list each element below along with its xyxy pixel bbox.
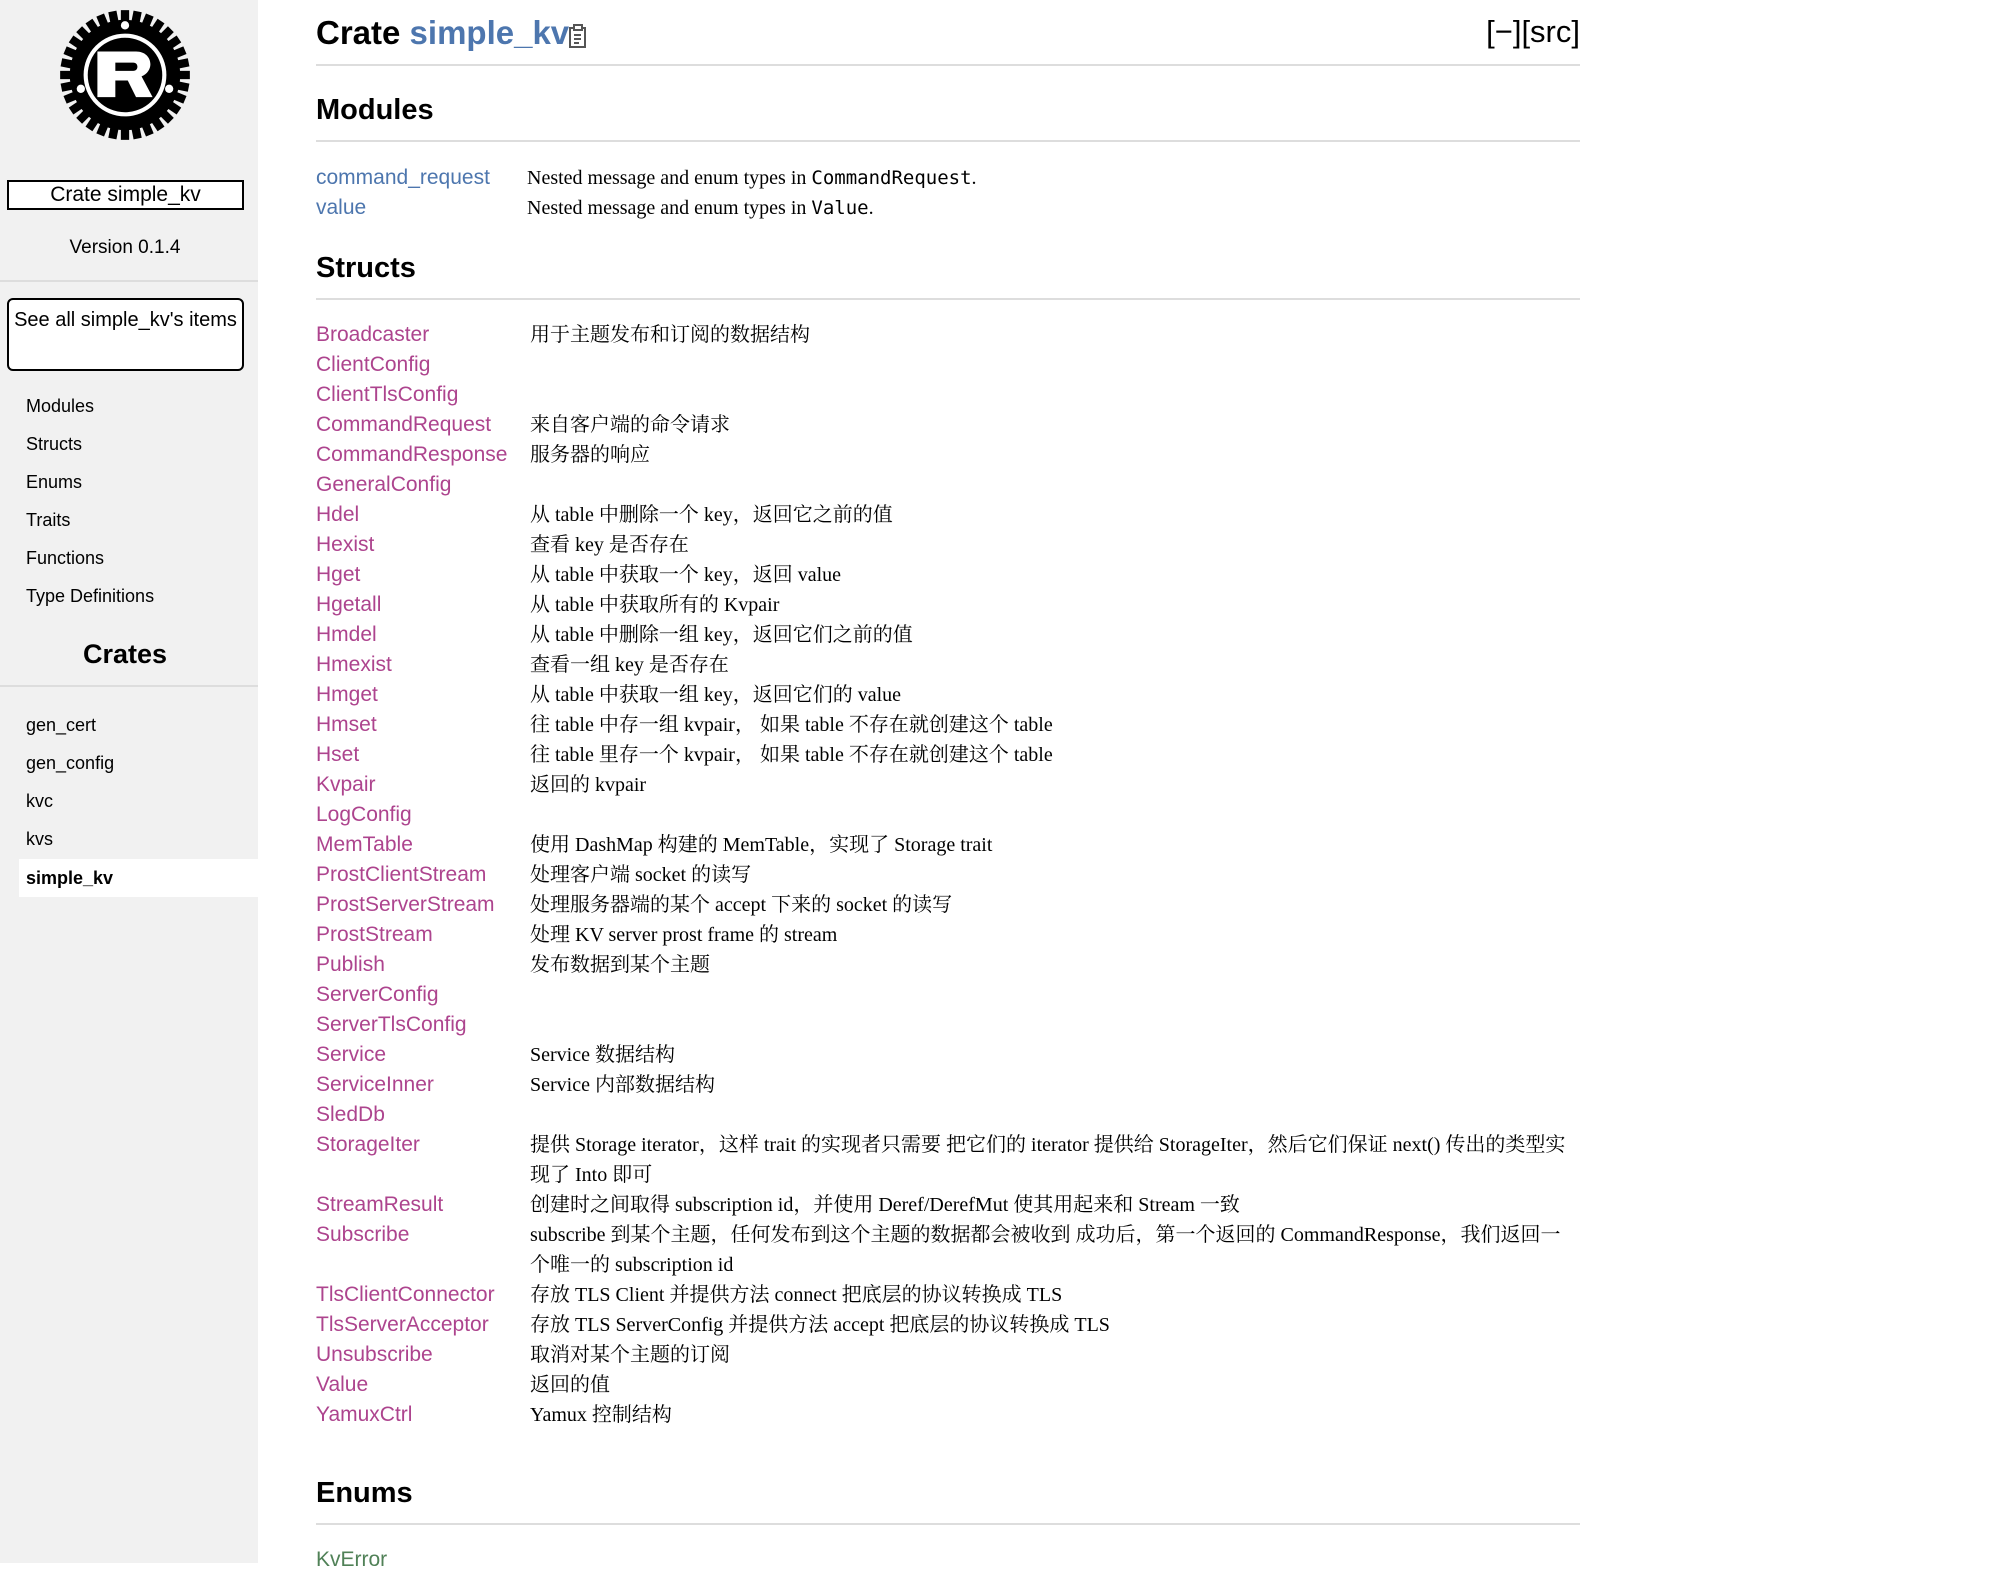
struct-row <box>316 530 1580 560</box>
struct-desc <box>530 1010 1580 1040</box>
struct-row <box>316 470 1580 500</box>
struct-row <box>316 380 1580 410</box>
struct-row <box>316 500 1580 530</box>
enum-link[interactable]: KvError <box>316 1548 388 1571</box>
struct-row <box>316 1070 1580 1100</box>
struct-desc: 从 table 中获取一组 key，返回它们的 value <box>530 684 902 706</box>
struct-desc: 服务器的响应 <box>530 444 650 466</box>
struct-row <box>316 830 1580 860</box>
module-row <box>316 193 1580 223</box>
struct-row <box>316 860 1580 890</box>
module-desc <box>527 193 874 223</box>
struct-desc <box>530 980 1580 1010</box>
struct-link[interactable]: Publish <box>316 953 385 976</box>
struct-row <box>316 620 1580 650</box>
struct-desc <box>530 1100 1580 1130</box>
crate-link-simple-kv[interactable]: simple_kv <box>26 868 114 888</box>
struct-desc: Service 内部数据结构 <box>530 1074 715 1096</box>
crate-version: Version 0.1.4 <box>69 237 181 258</box>
struct-link[interactable]: LogConfig <box>316 803 412 826</box>
crates-heading: Crates <box>82 639 168 669</box>
struct-desc: 使用 DashMap 构建的 MemTable，实现了 Storage trait <box>530 834 993 856</box>
sidebar-crate-label: Crate simple_kv <box>7 180 244 210</box>
struct-row <box>316 1100 1580 1130</box>
struct-row <box>316 1340 1580 1370</box>
crate-link-kvs[interactable]: kvs <box>26 829 53 849</box>
page-header <box>316 10 1580 66</box>
struct-link[interactable]: ServerTlsConfig <box>316 1013 467 1036</box>
struct-link[interactable]: ClientTlsConfig <box>316 383 459 406</box>
module-desc <box>527 163 977 193</box>
struct-desc: 处理 KV server prost frame 的 stream <box>530 924 838 946</box>
struct-desc: 存放 TLS Client 并提供方法 connect 把底层的协议转换成 TLS <box>530 1284 1063 1306</box>
desc-text: . <box>868 197 874 219</box>
struct-link[interactable]: Hgetall <box>316 593 382 616</box>
struct-link[interactable]: ServerConfig <box>316 983 439 1006</box>
code-ref: Value <box>811 197 869 219</box>
struct-row <box>316 1310 1580 1340</box>
crate-link-gen-cert[interactable]: gen_cert <box>26 715 97 735</box>
struct-row <box>316 740 1580 770</box>
rust-logo-icon[interactable] <box>56 6 194 144</box>
struct-desc: 返回的 kvpair <box>530 774 647 796</box>
title-prefix: Crate <box>316 14 401 51</box>
struct-row <box>316 1400 1580 1430</box>
struct-row <box>316 950 1580 980</box>
struct-desc: 发布数据到某个主题 <box>530 954 710 976</box>
struct-link[interactable]: Value <box>316 1373 369 1396</box>
struct-desc: 处理服务器端的某个 accept 下来的 socket 的读写 <box>530 894 953 916</box>
sidebar-item-type-definitions[interactable]: Type Definitions <box>26 586 155 606</box>
struct-link[interactable]: ProstStream <box>316 923 433 946</box>
struct-link[interactable]: Unsubscribe <box>316 1343 433 1366</box>
struct-link[interactable]: ClientConfig <box>316 353 431 376</box>
page-title <box>316 14 569 52</box>
struct-link[interactable]: TlsClientConnector <box>316 1283 495 1306</box>
struct-desc: 往 table 里存一个 kvpair， 如果 table 不存在就创建这个 table <box>530 744 1053 766</box>
struct-link[interactable]: Hmexist <box>316 653 392 676</box>
struct-desc: Service 数据结构 <box>530 1044 675 1066</box>
structs-heading: Structs <box>316 252 1580 300</box>
module-link[interactable]: command_request <box>316 166 490 189</box>
module-row <box>316 163 1580 193</box>
struct-desc: 从 table 中删除一个 key，返回它之前的值 <box>530 504 893 526</box>
sidebar-divider <box>0 685 258 687</box>
desc-text: . <box>971 167 977 189</box>
see-all-items-button[interactable]: See all simple_kv's items <box>7 298 244 371</box>
struct-desc: 用于主题发布和订阅的数据结构 <box>530 324 810 346</box>
struct-row <box>316 1370 1580 1400</box>
struct-desc: 查看 key 是否存在 <box>530 534 689 556</box>
struct-desc: 返回的值 <box>530 1374 610 1396</box>
struct-link[interactable]: TlsServerAcceptor <box>316 1313 489 1336</box>
struct-desc: 来自客户端的命令请求 <box>530 414 730 436</box>
struct-link[interactable]: Subscribe <box>316 1223 410 1246</box>
struct-row <box>316 440 1580 470</box>
sidebar-item-enums[interactable]: Enums <box>26 472 83 492</box>
structs-table <box>316 320 1580 1430</box>
crate-link-gen-config[interactable]: gen_config <box>26 753 115 773</box>
sidebar-item-structs[interactable]: Structs <box>26 434 83 454</box>
sidebar-item-traits[interactable]: Traits <box>26 510 71 530</box>
struct-link[interactable]: SledDb <box>316 1103 385 1126</box>
struct-link[interactable]: Hmset <box>316 713 377 736</box>
struct-link[interactable]: Hmdel <box>316 623 377 646</box>
clipboard-icon[interactable] <box>568 24 590 50</box>
struct-link[interactable]: StorageIter <box>316 1133 420 1156</box>
struct-link[interactable]: ServiceInner <box>316 1073 434 1096</box>
modules-heading: Modules <box>316 94 1580 142</box>
struct-desc: 创建时之间取得 subscription id，并使用 Deref/DerefMut 使其用起来和 Stream 一致 <box>530 1194 1240 1216</box>
enum-row <box>316 1545 1580 1575</box>
struct-desc: 往 table 中存一组 kvpair， 如果 table 不存在就创建这个 table <box>530 714 1053 736</box>
struct-link[interactable]: Hset <box>316 743 360 766</box>
struct-desc <box>530 800 1580 830</box>
desc-text: Nested message and enum types in <box>527 167 812 189</box>
struct-desc <box>530 470 1580 500</box>
code-ref: CommandRequest <box>811 167 972 189</box>
struct-link[interactable]: CommandRequest <box>316 413 492 436</box>
sidebar-item-functions[interactable]: Functions <box>26 548 105 568</box>
struct-row <box>316 1130 1580 1190</box>
struct-desc: Yamux 控制结构 <box>530 1404 672 1426</box>
struct-desc: 存放 TLS ServerConfig 并提供方法 accept 把底层的协议转换成 TLS <box>530 1314 1110 1336</box>
modules-table <box>316 163 1580 223</box>
struct-link[interactable]: Broadcaster <box>316 323 430 346</box>
struct-row <box>316 1190 1580 1220</box>
struct-row <box>316 680 1580 710</box>
struct-desc: 从 table 中删除一组 key，返回它们之前的值 <box>530 624 913 646</box>
struct-link[interactable]: StreamResult <box>316 1193 444 1216</box>
struct-desc <box>530 380 1580 410</box>
struct-link[interactable]: Service <box>316 1043 387 1066</box>
struct-link[interactable]: GeneralConfig <box>316 473 452 496</box>
enums-heading: Enums <box>316 1477 1580 1525</box>
struct-row <box>316 920 1580 950</box>
struct-row <box>316 410 1580 440</box>
struct-desc: 从 table 中获取所有的 Kvpair <box>530 594 780 616</box>
struct-row <box>316 770 1580 800</box>
struct-row <box>316 560 1580 590</box>
struct-row <box>316 1280 1580 1310</box>
struct-link[interactable]: ProstServerStream <box>316 893 495 916</box>
sidebar-item-modules[interactable]: Modules <box>26 396 95 416</box>
struct-desc: 从 table 中获取一个 key，返回 value <box>530 564 842 586</box>
struct-row <box>316 890 1580 920</box>
struct-row <box>316 980 1580 1010</box>
struct-desc: subscribe 到某个主题，任何发布到这个主题的数据都会被收到 成功后，第一个返回的 CommandResponse，我们返回一个唯一的 subscription id <box>530 1224 1561 1276</box>
struct-desc: 提供 Storage iterator，这样 trait 的实现者只需要 把它们的 iterator 提供给 StorageIter，然后它们保证 next() 传出的类型实现了 Into 即可 <box>530 1134 1566 1186</box>
struct-link[interactable]: Kvpair <box>316 773 376 796</box>
collapse-src-links[interactable]: [−][src] <box>1486 14 1580 49</box>
struct-link[interactable]: Hexist <box>316 533 375 556</box>
struct-row <box>316 1220 1580 1280</box>
struct-desc <box>530 350 1580 380</box>
struct-row <box>316 650 1580 680</box>
struct-link[interactable]: Hget <box>316 563 361 586</box>
struct-row <box>316 350 1580 380</box>
enums-table <box>316 1545 1580 1575</box>
sidebar <box>0 0 258 1563</box>
crate-name-link[interactable]: simple_kv <box>409 14 570 51</box>
struct-link[interactable]: YamuxCtrl <box>316 1403 413 1426</box>
struct-row <box>316 320 1580 350</box>
struct-row <box>316 800 1580 830</box>
struct-link[interactable]: Hdel <box>316 503 360 526</box>
struct-desc: 取消对某个主题的订阅 <box>530 1344 730 1366</box>
struct-link[interactable]: Hmget <box>316 683 378 706</box>
struct-row <box>316 590 1580 620</box>
struct-link[interactable]: MemTable <box>316 833 413 856</box>
sidebar-divider <box>0 280 258 282</box>
struct-desc: 处理客户端 socket 的读写 <box>530 864 752 886</box>
struct-link[interactable]: ProstClientStream <box>316 863 487 886</box>
module-link[interactable]: value <box>316 196 367 219</box>
struct-link[interactable]: CommandResponse <box>316 443 508 466</box>
desc-text: Nested message and enum types in <box>527 197 812 219</box>
struct-row <box>316 1010 1580 1040</box>
struct-row <box>316 1040 1580 1070</box>
struct-desc: 查看一组 key 是否存在 <box>530 654 729 676</box>
struct-row <box>316 710 1580 740</box>
crate-link-kvc[interactable]: kvc <box>26 791 53 811</box>
